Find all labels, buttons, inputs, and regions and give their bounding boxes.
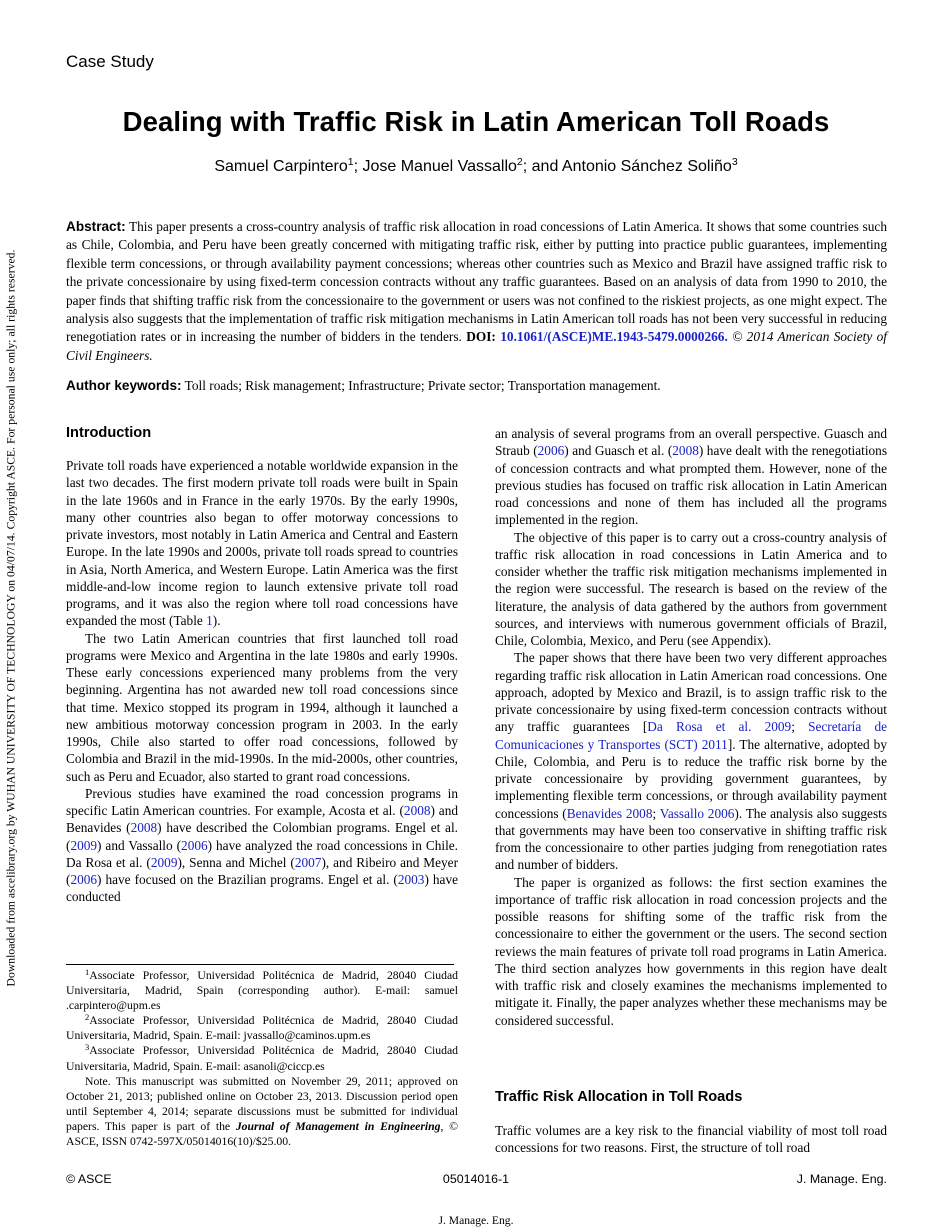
- footnote-divider: [66, 964, 454, 965]
- note-text: Note. This manuscript was submitted on November 29, 2011; approved on October 21, 2013; published online on October 23, 2013. Discussion period open until September 4, 2014; separate discussions must be submitted for individual papers. This paper is part of the: [66, 1074, 458, 1133]
- author-name: Antonio Sánchez Soliño: [561, 158, 732, 175]
- paragraph: [66, 785, 458, 906]
- citation-link[interactable]: 2009: [70, 837, 98, 853]
- paragraph: [495, 425, 887, 529]
- citation-link[interactable]: Vassallo 2006: [659, 805, 735, 821]
- citation-link[interactable]: 2008: [130, 820, 158, 836]
- citation-link[interactable]: Secretaría de Comunicaciones y Transportes (SCT) 2011: [495, 719, 887, 752]
- page-bottom-journal: J. Manage. Eng.: [438, 1214, 514, 1227]
- paragraph-text: ;: [791, 719, 809, 735]
- paragraph-text: ) and Vassallo (: [97, 837, 182, 853]
- author-separator: ;: [353, 158, 363, 175]
- footnote-mark: 1: [85, 967, 90, 977]
- right-column-continued: [495, 1122, 887, 1157]
- section-heading-traffic-risk: Traffic Risk Allocation in Toll Roads: [495, 1089, 743, 1105]
- journal-name: Journal of Management in Engineering: [235, 1119, 441, 1133]
- citation-link[interactable]: Benavides 2008: [566, 805, 653, 821]
- paragraph-text: ) have focused on the Brazilian programs. Engel et al. (: [97, 872, 398, 887]
- abstract-text: This paper presents a cross-country analysis of traffic risk allocation in road concessions of Latin America. It shows that some countries such as Chile, Colombia, and Peru have been greatly concerned with mitigating traffic risk, either by putting into practice public guarantees, implementing flexible term concessions, or through availability payment concessions; whereas other countries such as Mexico and Brazil have assigned traffic risk to the private concessionaire by using fixed-term concession contracts without any traffic guarantees. Based on an analysis of data from 1990 to 2010, the paper finds that shifting traffic risk from the concessionaire to the government or users was not confined to the riskiest projects, as one might expect. The analysis also suggests that the implementation of traffic risk mitigation mechanisms in Latin American toll roads has not been very successful in reducing renegotiation rates or in increasing the number of bidders in the tenders.: [66, 219, 887, 345]
- paragraph: [495, 649, 887, 873]
- citation-link[interactable]: 2006: [181, 837, 208, 853]
- citation-link[interactable]: 2003: [397, 872, 425, 887]
- copyright-notice: © 2014 American Society of Civil Engineers.: [66, 329, 887, 363]
- citation-link[interactable]: 2009: [150, 854, 178, 870]
- footnote-text: Associate Professor, Universidad Politécnica de Madrid, 28040 Ciudad Universitaria, Madrid, Spain (corresponding author). E-mail: samuel .carpintero@upm.es: [66, 969, 458, 1013]
- footnote-mark: 3: [85, 1042, 90, 1053]
- author-affiliation-mark: 3: [731, 156, 738, 168]
- abstract: [66, 218, 887, 365]
- paragraph-text: ). The analysis also suggests that governments may have been too conservative in shifting traffic risk from the concessionaire to other parties judging from renegotiation rates and number of bidders.: [495, 805, 887, 873]
- note-text: , © ASCE, ISSN 0742-597X/05014016(10)/$25.00.: [66, 1119, 458, 1149]
- paragraph-text: Previous studies have examined the road concession programs in specific Latin American countries. For example, Acosta et al. (: [66, 785, 458, 818]
- citation-link[interactable]: 2008: [672, 443, 699, 459]
- article-type: Case Study: [66, 52, 154, 71]
- paragraph: The paper is organized as follows: the first section examines the importance of traffic risk allocation in road concession projects and the possible reasons for shifting some of the traffic risk from the concessionaire to either the government or the users. The second section reviews the main features of private toll road programs in Latin America. The third section analyzes how governments in this region have dealt with traffic risk and closely examines the mechanisms implemented to mitigate it. Finally, the paper analyzes whether these mechanisms may be considered successful.: [495, 874, 887, 1028]
- download-notice-text: Downloaded from ascelibrary.org by WUHAN UNIVERSITY OF TECHNOLOGY on 04/07/14. Copyright ASCE. For personal use only; all rights reserved.: [4, 249, 18, 987]
- footer-journal: J. Manage. Eng.: [796, 1172, 887, 1186]
- paragraph: [66, 457, 458, 630]
- paragraph-text: The paper shows that there have been two very different approaches regarding traffic risk allocation in Latin American road concessions. One approach, adopted by Mexico and Brazil, is to assign traffic risk to the private concessionaire by using fixed-term concession contracts without any traffic guarantees [: [495, 650, 887, 735]
- paragraph-text: ) have dealt with the renegotiations of concession contracts and what prompted them. However, none of the previous studies has focused on traffic risk allocation in Latin American road concessions and none of them has included all the programs implemented in the region.: [495, 443, 887, 528]
- keywords-text: Toll roads; Risk management; Infrastructure; Private sector; Transportation management.: [181, 378, 661, 393]
- paragraph-text: ) and Guasch et al. (: [564, 443, 673, 459]
- paragraph-text: ) have described the Colombian programs. Engel et al. (: [66, 820, 458, 853]
- author-separator: ; and: [522, 158, 562, 175]
- footnote: [66, 1043, 458, 1073]
- paragraph: The two Latin American countries that first launched toll road programs were Mexico and Argentina in the late 1980s and early 1990s. These early concessions experienced many problems from the very beginning. Argentina has not awarded new toll road concessions since that time. Mexico stopped its program in 1994, although it launched a new ambitious motorway concession program in 2003. In the early 1990s, Chile also started to offer road concessions, followed by Colombia and Brazil in the mid-1990s. In the mid-2000s, other countries, such as Peru and Ecuador, also started to grant road concessions.: [66, 630, 458, 784]
- author-name: Samuel Carpintero: [214, 158, 348, 175]
- paragraph-text: ) have analyzed the road concessions in Chile. Da Rosa et al. (: [66, 837, 458, 870]
- paragraph: The objective of this paper is to carry out a cross-country analysis of traffic risk allocation in road concessions in Latin America and to consider whether the traffic risk mitigation mechanisms implemented in the region were successful. The research is based on the review of the literature, the analysis of data gathered by the authors from government sources, and interviews with numerous government officials of Brazil, Chile, Colombia, Mexico, and Peru (see Appendix).: [495, 529, 887, 648]
- author-name: Jose Manuel Vassallo: [362, 158, 517, 175]
- paragraph-text: ) have conducted: [66, 872, 458, 905]
- footnote-text: Associate Professor, Universidad Politécnica de Madrid, 28040 Ciudad Universitaria, Madrid, Spain. E-mail: jvassallo@caminos.upm.es: [66, 1014, 458, 1043]
- abstract-label: Abstract:: [66, 219, 126, 234]
- paragraph-text: ), Senna and Michel (: [177, 854, 295, 870]
- citation-link[interactable]: 2008: [403, 803, 431, 818]
- footnotes: [66, 968, 458, 1149]
- paragraph-text: ;: [652, 805, 660, 821]
- footer-page-id: 05014016-1: [442, 1172, 510, 1186]
- paragraph-text: ).: [212, 613, 221, 629]
- citation-link[interactable]: 2006: [537, 443, 565, 459]
- doi-link[interactable]: 10.1061/(ASCE)ME.1943-5479.0000266.: [500, 329, 728, 345]
- citation-link[interactable]: Da Rosa et al. 2009: [647, 719, 792, 735]
- author-affiliation-mark: 1: [347, 156, 354, 168]
- keywords-label: Author keywords:: [66, 378, 182, 393]
- submission-note: [66, 1074, 458, 1149]
- author-keywords: [66, 377, 887, 395]
- paragraph-text: ), and Ribeiro and Meyer (: [66, 854, 458, 887]
- paragraph: Traffic volumes are a key risk to the financial viability of most toll road concessions for two reasons. First, the structure of toll road: [495, 1123, 887, 1156]
- citation-link[interactable]: 2007: [294, 854, 322, 870]
- right-column: [495, 425, 887, 1029]
- citation-link[interactable]: 2006: [70, 872, 98, 887]
- doi-label: DOI:: [466, 329, 496, 345]
- footer-copyright: © ASCE: [66, 1172, 112, 1186]
- footnote: [66, 1013, 458, 1043]
- author-list: [0, 158, 952, 176]
- footnote-text: Associate Professor, Universidad Politécnica de Madrid, 28040 Ciudad Universitaria, Madrid, Spain. E-mail: asanoli@ciccp.es: [66, 1044, 458, 1073]
- paragraph-text: an analysis of several programs from an overall perspective. Guasch and Straub (: [495, 426, 887, 459]
- author-affiliation-mark: 2: [516, 156, 523, 168]
- left-column: [66, 457, 458, 906]
- paragraph-text: ) and Benavides (: [66, 803, 459, 836]
- paragraph-text: Private toll roads have experienced a notable worldwide expansion in the last two decades. The first modern private toll roads were built in Spain in the late 1960s and in France in the early 1970s. By the early 1990s, many other countries also began to offer motorway concessions to private investors, most notably in Latin America and Central and Eastern Europe. In the late 1990s and 2000s, private toll roads spread to countries in Asia, North America, and Western Europe. Latin America was the first middle-and-low income region to launch extensive private toll road programs, and it was also the region where toll road concessions have expanded the most (Table: [66, 458, 458, 629]
- footnote: [66, 968, 458, 1013]
- section-heading-introduction: Introduction: [66, 425, 152, 441]
- table-reference-link[interactable]: 1: [206, 613, 213, 629]
- footnote-mark: 2: [85, 1012, 90, 1023]
- paper-title: Dealing with Traffic Risk in Latin American Toll Roads: [122, 106, 830, 137]
- paragraph-text: ]. The alternative, adopted by Chile, Colombia, and Peru is to reduce the traffic risk borne by the private concessionaire by providing government guarantees, by implementing flexible term concessions, or through availability payment concessions (: [495, 736, 887, 821]
